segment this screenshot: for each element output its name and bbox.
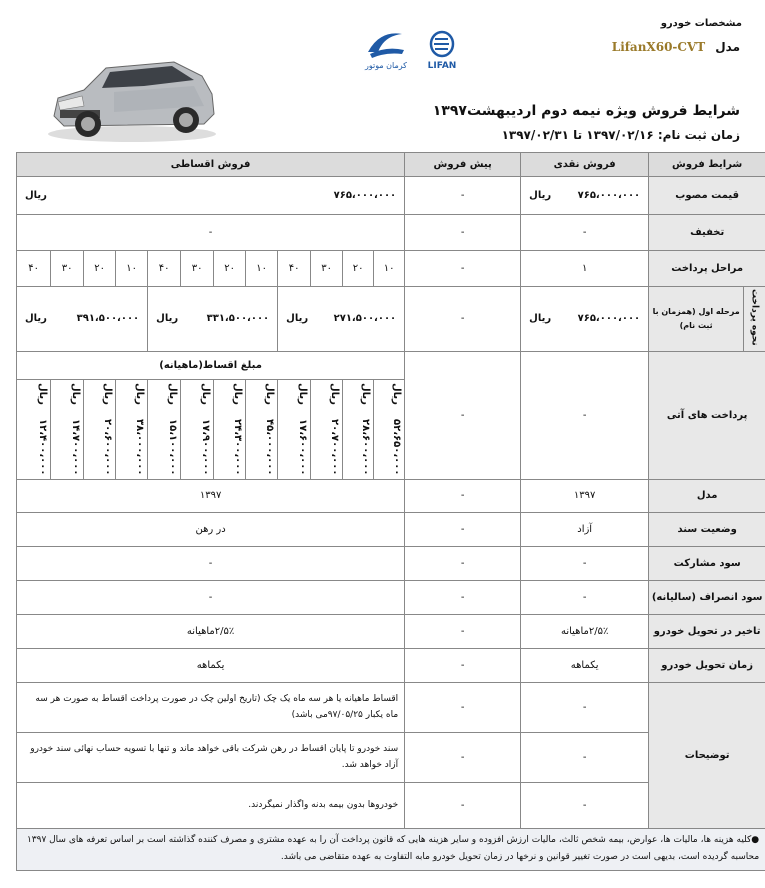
stage-month: ۲۰ bbox=[343, 251, 374, 287]
header-conditions: شرایط فروش bbox=[649, 153, 765, 177]
cash-note: - bbox=[521, 682, 649, 732]
model-value: LifanX60-CVT bbox=[611, 40, 706, 54]
table-row bbox=[17, 177, 765, 215]
cash-future: - bbox=[521, 351, 649, 479]
registration-value: ۱۳۹۷/۰۲/۱۶ تا ۱۳۹۷/۰۲/۳۱ bbox=[501, 128, 654, 142]
note-item: سند خودرو تا پایان اقساط در رهن شرکت باقی خواهد ماند و تنها با تسویه حساب نهائی سند خودرو آزاد خواهد شد. bbox=[17, 732, 405, 782]
model-label: مدل bbox=[715, 40, 740, 54]
installment-amount: ۱۵،۱۰۰،۰۰۰ bbox=[167, 418, 179, 476]
cash-note: - bbox=[521, 782, 649, 828]
presale-price: - bbox=[405, 177, 521, 215]
presale-doc: - bbox=[405, 512, 521, 546]
prepay-group-value: ۲۷۱،۵۰۰،۰۰۰ bbox=[333, 313, 397, 325]
cash-price-unit: ریال bbox=[529, 190, 552, 201]
inst-discount: - bbox=[17, 215, 405, 251]
spec-title: مشخصات خودرو bbox=[660, 18, 742, 29]
inst-partner: - bbox=[17, 546, 405, 580]
table-row bbox=[17, 351, 765, 379]
table-row bbox=[17, 479, 765, 512]
inst-price-value: ۷۶۵،۰۰۰،۰۰۰ bbox=[333, 190, 397, 201]
kerman-motor-logo bbox=[362, 26, 410, 72]
row-label-cancel: سود انصراف (سالیانه) bbox=[649, 580, 765, 614]
header-presale: پیش فروش bbox=[405, 153, 521, 177]
stage-month: ۳۰ bbox=[181, 251, 214, 287]
footer-row bbox=[17, 828, 765, 870]
installment-amount: ۴۵،۰۰۰،۰۰۰ bbox=[264, 418, 276, 476]
cash-delivery: یکماهه bbox=[521, 648, 649, 682]
stage-month: ۱۰ bbox=[116, 251, 148, 287]
stage-month: ۱۰ bbox=[246, 251, 278, 287]
cash-note: - bbox=[521, 732, 649, 782]
presale-note: - bbox=[405, 782, 521, 828]
sales-conditions-table bbox=[16, 152, 765, 871]
lifan-logo bbox=[420, 28, 464, 72]
presale-note: - bbox=[405, 732, 521, 782]
inst-price-unit: ریال bbox=[25, 190, 47, 201]
presale-model: - bbox=[405, 479, 521, 512]
row-label-doc: وضعیت سند bbox=[649, 512, 765, 546]
header-cash: فروش نقدی bbox=[521, 153, 649, 177]
inst-model: ۱۳۹۷ bbox=[17, 479, 405, 512]
table-row bbox=[17, 648, 765, 682]
installment-unit: ریال bbox=[167, 383, 179, 406]
cash-cancel: - bbox=[521, 580, 649, 614]
table-row bbox=[17, 614, 765, 648]
cash-delay: ۲/۵٪ماهیانه bbox=[521, 614, 649, 648]
presale-delay: - bbox=[405, 614, 521, 648]
inst-cancel: - bbox=[17, 580, 405, 614]
registration-period bbox=[502, 128, 740, 142]
installment-amount: ۱۲،۴۰۰،۰۰۰ bbox=[37, 418, 49, 476]
inst-doc: در رهن bbox=[17, 512, 405, 546]
prepay-group-value: ۳۹۱،۵۰۰،۰۰۰ bbox=[76, 313, 140, 325]
table-row bbox=[17, 251, 765, 287]
installment-amount: ۱۷،۹۰۰،۰۰۰ bbox=[200, 418, 212, 476]
installment-unit: ریال bbox=[329, 383, 341, 406]
stage-month: ۴۰ bbox=[17, 251, 51, 287]
stage-month: ۲۰ bbox=[214, 251, 246, 287]
presale-future: - bbox=[405, 351, 521, 479]
presale-cancel: - bbox=[405, 580, 521, 614]
installment-amount: ۵۲،۶۵۰،۰۰۰ bbox=[391, 418, 403, 476]
row-label-price: قیمت مصوب bbox=[649, 177, 765, 215]
stage-month: ۴۰ bbox=[148, 251, 181, 287]
prepay-group-unit: ریال bbox=[25, 313, 47, 325]
inst-delay: ۲/۵٪ماهیانه bbox=[17, 614, 405, 648]
cash-partner: - bbox=[521, 546, 649, 580]
prepay-group-unit: ریال bbox=[286, 313, 309, 325]
registration-label: زمان ثبت نام: bbox=[657, 128, 740, 142]
note-item: خودروها بدون بیمه بدنه واگذار نمیگردند. bbox=[17, 782, 405, 828]
page-title: شرایط فروش ویژه نیمه دوم اردیبهشت۱۳۹۷ bbox=[432, 103, 740, 119]
row-label-notes: توضیحات bbox=[649, 682, 765, 828]
installment-amount: ۲۰،۷۰۰،۰۰۰ bbox=[329, 418, 341, 476]
installment-subtitle: مبلغ اقساط(ماهیانه) bbox=[17, 351, 405, 379]
table-row bbox=[17, 287, 765, 352]
table-row bbox=[17, 682, 765, 732]
footer-note: ●کلیه هزینه ها، مالیات ها، عوارض، بیمه شخص ثالث، مالیات ارزش افزوده و سایر هزینه هایی که قانون پرداخت آن را به عهده مشتری و مصرف کننده گذاشته است بر اساس تعرفه های سال ۱۳۹۷ محاسبه گردیده است، بدیهی است در صورت تغییر قوانین و نرخها در زمان تحویل خودرو مابه التفاوت به عهده متقاضی می باشد. bbox=[17, 828, 765, 870]
installment-amount: ۱۴،۷۰۰،۰۰۰ bbox=[70, 418, 82, 476]
row-label-delay: تاخیر در تحویل خودرو bbox=[649, 614, 765, 648]
installment-unit: ریال bbox=[37, 383, 49, 406]
installment-unit: ریال bbox=[297, 383, 309, 406]
model-line bbox=[612, 40, 740, 54]
installment-amount: ۳۸،۰۰۰،۰۰۰ bbox=[134, 418, 146, 476]
presale-delivery: - bbox=[405, 648, 521, 682]
installment-unit: ریال bbox=[200, 383, 212, 406]
installment-amount: ۲۰،۶۰۰،۰۰۰ bbox=[102, 418, 114, 476]
inst-delivery: یکماهه bbox=[17, 648, 405, 682]
installment-unit: ریال bbox=[391, 383, 403, 406]
installment-unit: ریال bbox=[232, 383, 244, 406]
header bbox=[0, 0, 765, 152]
row-label-discount: تخفیف bbox=[649, 215, 765, 251]
installment-unit: ریال bbox=[70, 383, 82, 406]
presale-discount: - bbox=[405, 215, 521, 251]
table-row bbox=[17, 215, 765, 251]
table-row bbox=[17, 512, 765, 546]
cash-discount: - bbox=[521, 215, 649, 251]
cash-price-value: ۷۶۵،۰۰۰،۰۰۰ bbox=[577, 190, 641, 201]
stage-month: ۳۰ bbox=[311, 251, 343, 287]
installment-unit: ریال bbox=[134, 383, 146, 406]
stage-month: ۴۰ bbox=[278, 251, 311, 287]
presale-prepay: - bbox=[405, 287, 521, 352]
prepay-group-unit: ریال bbox=[156, 313, 179, 325]
cash-doc: آزاد bbox=[521, 512, 649, 546]
presale-stages: - bbox=[405, 251, 521, 287]
row-label-partner: سود مشارکت bbox=[649, 546, 765, 580]
table-row bbox=[17, 546, 765, 580]
installment-unit: ریال bbox=[102, 383, 114, 406]
presale-partner: - bbox=[405, 546, 521, 580]
header-installment: فروش اقساطی bbox=[17, 153, 405, 177]
stage-month: ۱۰ bbox=[374, 251, 405, 287]
stage-month: ۲۰ bbox=[84, 251, 116, 287]
presale-note: - bbox=[405, 682, 521, 732]
lifan-logo-text: LIFAN bbox=[427, 61, 457, 71]
installment-unit: ریال bbox=[264, 383, 276, 406]
cash-stages: ۱ bbox=[521, 251, 649, 287]
row-label-prepay: مرحله اول (همزمان با ثبت نام) bbox=[649, 287, 744, 352]
stage-month: ۳۰ bbox=[51, 251, 84, 287]
row-label-model: مدل bbox=[649, 479, 765, 512]
note-item: اقساط ماهیانه یا هر سه ماه یک چک (تاریخ اولین چک در صورت پرداخت اقساط به صورت هر سه ماه یکبار ۹۷/۰۵/۲۵می باشد) bbox=[17, 682, 405, 732]
kerman-motor-logo-text: کرمان موتور bbox=[364, 61, 408, 70]
table-row bbox=[17, 580, 765, 614]
row-label-delivery: زمان تحویل خودرو bbox=[649, 648, 765, 682]
payment-method-side-label: نحوه پرداخت bbox=[749, 289, 760, 346]
installment-amount: ۱۷،۶۰۰،۰۰۰ bbox=[297, 418, 309, 476]
installment-unit: ریال bbox=[360, 383, 372, 406]
installment-amount: ۲۴،۳۰۰،۰۰۰ bbox=[232, 418, 244, 476]
row-label-stages: مراحل پرداخت bbox=[649, 251, 765, 287]
cash-model: ۱۳۹۷ bbox=[521, 479, 649, 512]
cash-prepay-unit: ریال bbox=[529, 313, 552, 325]
table-header-row bbox=[17, 153, 765, 177]
installment-amount: ۲۸،۶۰۰،۰۰۰ bbox=[360, 418, 372, 476]
prepay-group-value: ۳۳۱،۵۰۰،۰۰۰ bbox=[206, 313, 270, 325]
cash-prepay-value: ۷۶۵،۰۰۰،۰۰۰ bbox=[577, 313, 641, 325]
row-label-future: پرداخت های آتی bbox=[649, 351, 765, 479]
car-image bbox=[44, 46, 220, 144]
